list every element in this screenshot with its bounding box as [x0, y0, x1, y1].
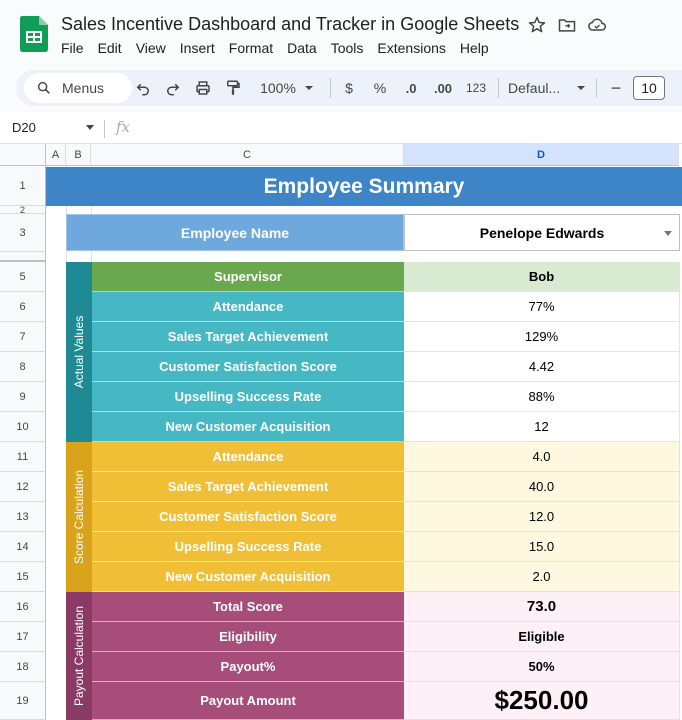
menu-data[interactable]: Data [287, 40, 317, 56]
actual-sales-target-value[interactable]: 129% [404, 322, 680, 352]
formula-bar [0, 112, 682, 144]
payout-amount-value[interactable]: $250.00 [404, 682, 680, 720]
total-score-value[interactable]: 73.0 [404, 592, 680, 622]
employee-dropdown-arrow-icon[interactable] [664, 231, 672, 236]
search-menus-button[interactable] [24, 73, 132, 103]
print-icon [194, 79, 212, 97]
row-header-13[interactable]: 13 [0, 502, 46, 532]
increase-decimal-button[interactable]: .00 [433, 80, 453, 96]
score-upselling-value[interactable]: 15.0 [404, 532, 680, 562]
score-attendance-value[interactable]: 4.0 [404, 442, 680, 472]
score-calculation-section-label [66, 442, 92, 592]
menu-bar [61, 40, 503, 56]
row-header-14[interactable]: 14 [0, 532, 46, 562]
formula-divider [104, 120, 105, 138]
actual-values-section-text: Actual Values [72, 315, 86, 389]
select-all-corner[interactable] [0, 144, 46, 166]
score-sales-target-label[interactable]: Sales Target Achievement [92, 472, 404, 502]
row-header-16[interactable]: 16 [0, 592, 46, 622]
name-box-dropdown-icon[interactable] [86, 125, 94, 130]
payout-percent-value[interactable]: 50% [404, 652, 680, 682]
print-button[interactable] [194, 79, 212, 97]
row-header-15[interactable]: 15 [0, 562, 46, 592]
eligibility-value[interactable]: Eligible [404, 622, 680, 652]
score-upselling-label[interactable]: Upselling Success Rate [92, 532, 404, 562]
more-formats-button[interactable]: 123 [465, 81, 487, 95]
paint-format-button[interactable] [224, 79, 242, 97]
row-header-2[interactable]: 2 [0, 206, 46, 214]
toolbar-strip [16, 70, 682, 106]
menu-tools[interactable]: Tools [330, 40, 364, 56]
eligibility-label[interactable]: Eligibility [92, 622, 404, 652]
title-bar [0, 0, 682, 64]
decrease-font-size-button[interactable]: − [610, 77, 622, 98]
actual-attendance-label[interactable]: Attendance [92, 292, 404, 322]
font-size-input[interactable]: 10 [633, 76, 665, 100]
row-header-18[interactable]: 18 [0, 652, 46, 682]
google-sheets-logo-icon[interactable] [20, 16, 48, 52]
column-header-b[interactable]: B [66, 144, 91, 166]
score-sales-target-value[interactable]: 40.0 [404, 472, 680, 502]
employee-name-label[interactable]: Employee Name [66, 214, 404, 251]
actual-new-customer-value[interactable]: 12 [404, 412, 680, 442]
supervisor-label[interactable]: Supervisor [92, 262, 404, 292]
search-menus-label: Menus [62, 80, 105, 96]
actual-attendance-value[interactable]: 77% [404, 292, 680, 322]
total-score-label[interactable]: Total Score [92, 592, 404, 622]
decrease-decimal-button[interactable]: .0 [405, 80, 417, 96]
column-header-c[interactable]: C [91, 144, 404, 166]
row-header-3[interactable]: 3 [0, 214, 46, 252]
document-title[interactable]: Sales Incentive Dashboard and Tracker in Google Sheets [61, 14, 520, 34]
column-header-d[interactable]: D [404, 144, 679, 166]
row-header-17[interactable]: 17 [0, 622, 46, 652]
actual-csat-label[interactable]: Customer Satisfaction Score [92, 352, 404, 382]
undo-button[interactable] [134, 79, 152, 97]
actual-values-section-label [66, 262, 92, 442]
column-header-a[interactable]: A [46, 144, 66, 166]
cloud-saved-icon[interactable] [587, 15, 607, 35]
toolbar-divider [498, 78, 499, 98]
score-new-customer-label[interactable]: New Customer Acquisition [92, 562, 404, 592]
row-header-hidden-4[interactable] [0, 252, 46, 262]
actual-sales-target-label[interactable]: Sales Target Achievement [92, 322, 404, 352]
undo-icon [134, 79, 152, 97]
score-new-customer-value[interactable]: 2.0 [404, 562, 680, 592]
paint-format-icon [224, 79, 242, 97]
row-header-9[interactable]: 9 [0, 382, 46, 412]
employee-name-dropdown[interactable]: Penelope Edwards [404, 214, 680, 251]
name-box[interactable]: D20 [12, 120, 36, 135]
row-header-8[interactable]: 8 [0, 352, 46, 382]
score-csat-label[interactable]: Customer Satisfaction Score [92, 502, 404, 532]
score-attendance-label[interactable]: Attendance [92, 442, 404, 472]
menu-format[interactable]: Format [228, 40, 274, 56]
star-icon[interactable] [527, 15, 547, 35]
row-header-11[interactable]: 11 [0, 442, 46, 472]
zoom-dropdown-icon[interactable] [304, 79, 314, 97]
menu-file[interactable]: File [61, 40, 84, 56]
move-to-folder-icon[interactable] [557, 15, 577, 35]
menu-view[interactable]: View [135, 40, 166, 56]
font-family-select[interactable]: Defaul... [508, 80, 561, 96]
redo-icon [164, 79, 182, 97]
toolbar-divider [330, 78, 331, 98]
payout-calculation-section-text: Payout Calculation [72, 605, 86, 707]
redo-button[interactable] [164, 79, 182, 97]
supervisor-value[interactable]: Bob [404, 262, 680, 292]
row-header-1[interactable]: 1 [0, 166, 46, 206]
payout-calculation-section-label [66, 592, 92, 720]
percent-format-button[interactable]: % [373, 80, 387, 96]
menu-edit[interactable]: Edit [97, 40, 122, 56]
payout-percent-label[interactable]: Payout% [92, 652, 404, 682]
row-header-12[interactable]: 12 [0, 472, 46, 502]
toolbar [0, 64, 682, 112]
actual-upselling-label[interactable]: Upselling Success Rate [92, 382, 404, 412]
menu-extensions[interactable]: Extensions [377, 40, 446, 56]
actual-new-customer-label[interactable]: New Customer Acquisition [92, 412, 404, 442]
row-header-19[interactable]: 19 [0, 682, 46, 720]
font-dropdown-icon[interactable] [576, 79, 586, 97]
row-header-5[interactable]: 5 [0, 262, 46, 292]
score-calculation-section-text: Score Calculation [72, 469, 86, 565]
actual-csat-value[interactable]: 4.42 [404, 352, 680, 382]
title-actions [527, 15, 607, 35]
employee-summary-banner[interactable]: Employee Summary [46, 167, 682, 206]
currency-format-button[interactable]: $ [345, 80, 353, 96]
menu-insert[interactable]: Insert [179, 40, 215, 56]
actual-upselling-value[interactable]: 88% [404, 382, 680, 412]
row-header-7[interactable]: 7 [0, 322, 46, 352]
score-csat-value[interactable]: 12.0 [404, 502, 680, 532]
payout-amount-label[interactable]: Payout Amount [92, 682, 404, 720]
row-header-6[interactable]: 6 [0, 292, 46, 322]
row-header-10[interactable]: 10 [0, 412, 46, 442]
fx-icon: fx [116, 118, 131, 136]
zoom-value[interactable]: 100% [260, 80, 296, 96]
search-icon [36, 80, 52, 96]
toolbar-divider [596, 78, 597, 98]
menu-help[interactable]: Help [459, 40, 489, 56]
